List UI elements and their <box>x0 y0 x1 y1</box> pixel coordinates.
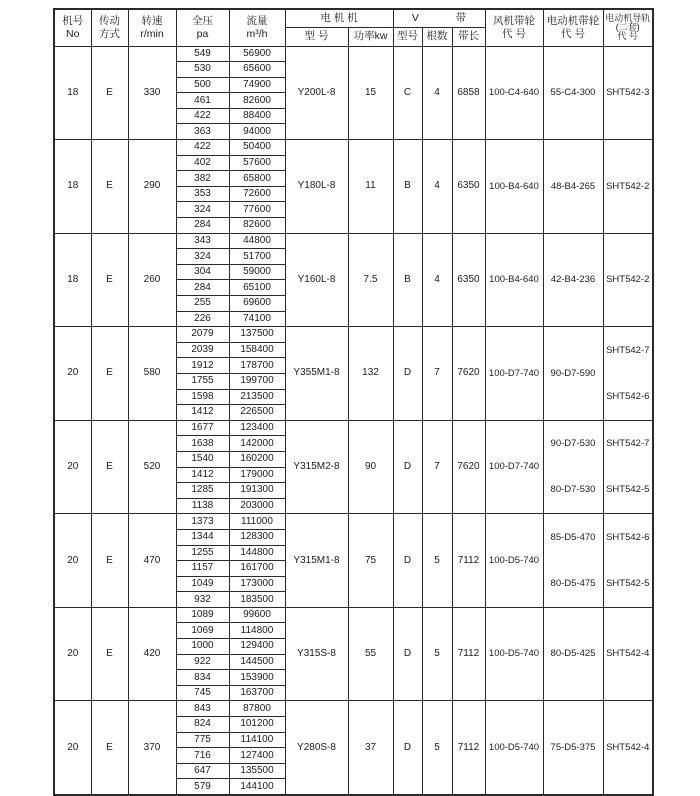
motor-rail-cell-value: SHT542-4 <box>606 648 650 660</box>
pressure-cell: 304 <box>176 264 229 280</box>
drive-cell: E <box>91 701 128 795</box>
flow-cell: 129400 <box>229 639 285 655</box>
flow-cell: 153900 <box>229 670 285 686</box>
header-vbelt-v: V <box>411 11 419 24</box>
table-row <box>54 46 653 62</box>
motor-rail-cell <box>603 140 653 234</box>
speed-cell: 370 <box>128 701 176 795</box>
motor-rail-cell-stack <box>604 421 653 514</box>
pressure-cell: 1638 <box>176 436 229 452</box>
vbelt-count-cell: 5 <box>422 514 452 608</box>
header-motor-rail <box>603 9 653 46</box>
flow-cell: 74900 <box>229 77 285 93</box>
flow-cell: 74100 <box>229 311 285 327</box>
pressure-cell: 402 <box>176 155 229 171</box>
flow-cell: 114800 <box>229 623 285 639</box>
header-fan-pulley-line2: 代 号 <box>502 27 526 40</box>
flow-cell: 82600 <box>229 93 285 109</box>
motor-rail-cell-stack <box>604 514 653 607</box>
vbelt-count-cell: 4 <box>422 233 452 327</box>
header-vbelt-dai: 带 <box>455 11 467 24</box>
machine-no-cell: 18 <box>54 233 91 327</box>
motor-model-cell: Y280S-8 <box>285 701 348 795</box>
vbelt-length-cell: 6350 <box>452 233 485 327</box>
flow-cell: 114100 <box>229 732 285 748</box>
motor-pulley-cell <box>543 701 603 795</box>
vbelt-model-cell: D <box>393 514 422 608</box>
pressure-cell: 1373 <box>176 514 229 530</box>
flow-cell: 56900 <box>229 46 285 62</box>
speed-cell: 580 <box>128 327 176 421</box>
flow-cell: 59000 <box>229 264 285 280</box>
header-machine-no-line1: 机号 <box>62 15 84 28</box>
header-flow-line2: m³/h <box>246 27 268 40</box>
speed-cell: 330 <box>128 46 176 140</box>
header-vbelt-length: 带长 <box>452 27 485 46</box>
motor-pulley-cell <box>543 140 603 234</box>
flow-cell: 51700 <box>229 249 285 265</box>
motor-rail-cell <box>603 420 653 514</box>
flow-cell: 65100 <box>229 280 285 296</box>
motor-pulley-cell-value: 90-D7-590 <box>550 367 596 379</box>
flow-cell: 87800 <box>229 701 285 717</box>
header-drive <box>91 9 128 46</box>
table-body <box>54 46 653 795</box>
motor-pulley-cell-value: 80-D5-425 <box>550 648 596 660</box>
pressure-cell: 324 <box>176 249 229 265</box>
speed-cell: 260 <box>128 233 176 327</box>
fan-pulley-cell: 100-D7-740 <box>485 420 543 514</box>
flow-cell: 213500 <box>229 389 285 405</box>
header-motor-power: 功率kw <box>348 27 393 46</box>
pressure-cell: 1755 <box>176 373 229 389</box>
header-motor-rail-line3: 代 号 <box>617 31 638 42</box>
pressure-cell: 1677 <box>176 420 229 436</box>
motor-pulley-cell-value: 90-D7-530 <box>550 438 596 450</box>
fan-pulley-cell: 100-D5-740 <box>485 701 543 795</box>
pressure-cell: 2079 <box>176 327 229 343</box>
motor-pulley-cell <box>543 420 603 514</box>
motor-pulley-cell-stack <box>544 421 603 514</box>
header-motor-pulley-line1: 电动机带轮 <box>546 15 600 28</box>
pressure-cell: 500 <box>176 77 229 93</box>
vbelt-model-cell: B <box>393 233 422 327</box>
pressure-cell: 1598 <box>176 389 229 405</box>
flow-cell: 111000 <box>229 514 285 530</box>
motor-pulley-cell <box>543 233 603 327</box>
motor-rail-cell-value: SHT542-2 <box>606 180 650 192</box>
flow-cell: 65600 <box>229 62 285 78</box>
flow-cell: 99600 <box>229 607 285 623</box>
pressure-cell: 932 <box>176 592 229 608</box>
motor-model-cell: Y200L-8 <box>285 46 348 140</box>
vbelt-count-cell: 7 <box>422 327 452 421</box>
header-pressure-line2: pa <box>196 27 209 40</box>
pressure-cell: 834 <box>176 670 229 686</box>
machine-no-cell: 20 <box>54 420 91 514</box>
motor-pulley-cell-stack <box>544 514 603 607</box>
drive-cell: E <box>91 140 128 234</box>
table-header <box>54 9 653 46</box>
motor-rail-cell <box>603 46 653 140</box>
flow-cell: 158400 <box>229 342 285 358</box>
pressure-cell: 1344 <box>176 529 229 545</box>
table-row <box>54 607 653 623</box>
vbelt-model-cell: D <box>393 701 422 795</box>
machine-no-cell: 20 <box>54 327 91 421</box>
pressure-cell: 461 <box>176 93 229 109</box>
vbelt-count-cell: 5 <box>422 701 452 795</box>
motor-power-cell: 90 <box>348 420 393 514</box>
vbelt-model-cell: D <box>393 420 422 514</box>
header-motor-pulley-line2: 代 号 <box>561 27 585 40</box>
fan-pulley-cell: 100-D5-740 <box>485 607 543 701</box>
pressure-cell: 1412 <box>176 405 229 421</box>
motor-rail-cell-value: SHT542-4 <box>606 741 650 753</box>
motor-rail-cell-value: SHT542-2 <box>606 274 650 286</box>
motor-pulley-cell <box>543 46 603 140</box>
motor-pulley-cell-stack <box>544 234 603 327</box>
pressure-cell: 2039 <box>176 342 229 358</box>
pressure-cell: 1138 <box>176 498 229 514</box>
header-motor-rail-line1: 电动机导轨 <box>605 12 651 23</box>
header-vbelt-group <box>393 9 485 27</box>
flow-cell: 65800 <box>229 171 285 187</box>
motor-power-cell: 55 <box>348 607 393 701</box>
header-drive-line1: 传动 <box>99 15 120 28</box>
vbelt-model-cell: D <box>393 327 422 421</box>
table-row <box>54 140 653 156</box>
pressure-cell: 922 <box>176 654 229 670</box>
flow-cell: 142000 <box>229 436 285 452</box>
machine-no-cell: 18 <box>54 46 91 140</box>
header-vbelt-model: 型号 <box>393 27 422 46</box>
motor-pulley-cell-stack <box>544 701 603 794</box>
drive-cell: E <box>91 46 128 140</box>
header-motor-model: 型 号 <box>285 27 348 46</box>
header-drive-line2: 方式 <box>99 27 120 40</box>
pressure-cell: 422 <box>176 108 229 124</box>
table-row <box>54 420 653 436</box>
speed-cell: 420 <box>128 607 176 701</box>
motor-rail-cell-stack <box>604 608 653 701</box>
pressure-cell: 824 <box>176 717 229 733</box>
flow-cell: 101200 <box>229 717 285 733</box>
pressure-cell: 422 <box>176 140 229 156</box>
fan-pulley-cell: 100-D5-740 <box>485 514 543 608</box>
fan-pulley-cell: 100-B4-640 <box>485 140 543 234</box>
vbelt-length-cell: 7620 <box>452 327 485 421</box>
motor-pulley-cell-value: 85-D5-470 <box>550 531 596 543</box>
motor-pulley-cell-value: 75-D5-375 <box>550 741 596 753</box>
motor-rail-cell-value: SHT542-6 <box>606 531 650 543</box>
flow-cell: 135500 <box>229 763 285 779</box>
motor-pulley-cell <box>543 514 603 608</box>
pressure-cell: 579 <box>176 779 229 795</box>
pressure-cell: 1540 <box>176 451 229 467</box>
header-motor-group: 电 机 机 <box>285 9 393 27</box>
pressure-cell: 530 <box>176 62 229 78</box>
flow-cell: 183500 <box>229 592 285 608</box>
table-row <box>54 233 653 249</box>
motor-rail-cell-stack <box>604 234 653 327</box>
motor-rail-cell <box>603 233 653 327</box>
motor-model-cell: Y180L-8 <box>285 140 348 234</box>
vbelt-length-cell: 7620 <box>452 420 485 514</box>
machine-no-cell: 18 <box>54 140 91 234</box>
vbelt-length-cell: 7112 <box>452 514 485 608</box>
vbelt-length-cell: 7112 <box>452 701 485 795</box>
drive-cell: E <box>91 607 128 701</box>
pressure-cell: 775 <box>176 732 229 748</box>
flow-cell: 144500 <box>229 654 285 670</box>
vbelt-length-cell: 6858 <box>452 46 485 140</box>
motor-rail-cell <box>603 607 653 701</box>
flow-cell: 179000 <box>229 467 285 483</box>
flow-cell: 50400 <box>229 140 285 156</box>
motor-rail-cell-value: SHT542-7 <box>606 438 650 450</box>
pressure-cell: 843 <box>176 701 229 717</box>
pressure-cell: 324 <box>176 202 229 218</box>
drive-cell: E <box>91 514 128 608</box>
header-machine-no <box>54 9 91 46</box>
flow-cell: 94000 <box>229 124 285 140</box>
motor-rail-cell-value: SHT542-3 <box>606 87 650 99</box>
pressure-cell: 1412 <box>176 467 229 483</box>
motor-power-cell: 132 <box>348 327 393 421</box>
header-fan-pulley <box>485 9 543 46</box>
flow-cell: 178700 <box>229 358 285 374</box>
pressure-cell: 549 <box>176 46 229 62</box>
flow-cell: 226500 <box>229 405 285 421</box>
header-flow <box>229 9 285 46</box>
machine-no-cell: 20 <box>54 607 91 701</box>
flow-cell: 173000 <box>229 576 285 592</box>
motor-model-cell: Y315S-8 <box>285 607 348 701</box>
motor-rail-cell-value: SHT542-6 <box>606 390 650 402</box>
motor-power-cell: 7.5 <box>348 233 393 327</box>
motor-rail-cell-stack <box>604 140 653 233</box>
motor-pulley-cell-stack <box>544 327 603 420</box>
header-vbelt-count: 根数 <box>422 27 452 46</box>
flow-cell: 199700 <box>229 373 285 389</box>
pressure-cell: 1255 <box>176 545 229 561</box>
flow-cell: 163700 <box>229 685 285 701</box>
flow-cell: 88400 <box>229 108 285 124</box>
speed-cell: 520 <box>128 420 176 514</box>
pressure-cell: 226 <box>176 311 229 327</box>
header-pressure <box>176 9 229 46</box>
motor-rail-cell-stack <box>604 327 653 420</box>
motor-power-cell: 15 <box>348 46 393 140</box>
motor-pulley-cell-value: 48-B4-265 <box>550 180 596 192</box>
motor-pulley-cell <box>543 327 603 421</box>
motor-pulley-cell-value: 80-D5-475 <box>550 577 596 589</box>
flow-cell: 144800 <box>229 545 285 561</box>
pressure-cell: 716 <box>176 748 229 764</box>
header-pressure-line1: 全压 <box>192 15 213 28</box>
header-speed-line2: r/min <box>140 27 164 40</box>
machine-no-cell: 20 <box>54 514 91 608</box>
fan-pulley-cell: 100-D7-740 <box>485 327 543 421</box>
header-speed <box>128 9 176 46</box>
pressure-cell: 1157 <box>176 561 229 577</box>
drive-cell: E <box>91 233 128 327</box>
flow-cell: 203000 <box>229 498 285 514</box>
flow-cell: 160200 <box>229 451 285 467</box>
vbelt-length-cell: 7112 <box>452 607 485 701</box>
header-machine-no-line2: No <box>66 27 80 40</box>
motor-pulley-cell-value: 55-C4-300 <box>550 87 596 99</box>
motor-pulley-cell-stack <box>544 608 603 701</box>
vbelt-model-cell: D <box>393 607 422 701</box>
motor-rail-cell-stack <box>604 701 653 794</box>
vbelt-count-cell: 4 <box>422 46 452 140</box>
fan-spec-table <box>53 8 654 796</box>
fan-pulley-cell: 100-B4-640 <box>485 233 543 327</box>
pressure-cell: 1049 <box>176 576 229 592</box>
header-motor-pulley <box>543 9 603 46</box>
pressure-cell: 745 <box>176 685 229 701</box>
fan-pulley-cell: 100-C4-640 <box>485 46 543 140</box>
motor-pulley-cell-stack <box>544 140 603 233</box>
pressure-cell: 353 <box>176 186 229 202</box>
flow-cell: 72600 <box>229 186 285 202</box>
flow-cell: 123400 <box>229 420 285 436</box>
motor-pulley-cell-value: 80-D7-530 <box>550 484 596 496</box>
motor-power-cell: 75 <box>348 514 393 608</box>
drive-cell: E <box>91 327 128 421</box>
flow-cell: 57600 <box>229 155 285 171</box>
vbelt-count-cell: 4 <box>422 140 452 234</box>
pressure-cell: 1089 <box>176 607 229 623</box>
drive-cell: E <box>91 420 128 514</box>
motor-rail-cell-value: SHT542-5 <box>606 577 650 589</box>
motor-pulley-cell-stack <box>544 47 603 140</box>
motor-pulley-cell <box>543 607 603 701</box>
motor-power-cell: 37 <box>348 701 393 795</box>
flow-cell: 144100 <box>229 779 285 795</box>
speed-cell: 470 <box>128 514 176 608</box>
flow-cell: 137500 <box>229 327 285 343</box>
motor-rail-cell-stack <box>604 47 653 140</box>
header-fan-pulley-line1: 风机带轮 <box>493 15 535 28</box>
motor-model-cell: Y160L-8 <box>285 233 348 327</box>
flow-cell: 161700 <box>229 561 285 577</box>
flow-cell: 44800 <box>229 233 285 249</box>
flow-cell: 128300 <box>229 529 285 545</box>
pressure-cell: 1912 <box>176 358 229 374</box>
pressure-cell: 1069 <box>176 623 229 639</box>
pressure-cell: 647 <box>176 763 229 779</box>
flow-cell: 69600 <box>229 296 285 312</box>
pressure-cell: 363 <box>176 124 229 140</box>
pressure-cell: 1285 <box>176 483 229 499</box>
table-row <box>54 327 653 343</box>
vbelt-count-cell: 5 <box>422 607 452 701</box>
flow-cell: 191300 <box>229 483 285 499</box>
motor-rail-cell-value: SHT542-7 <box>606 344 650 356</box>
pressure-cell: 284 <box>176 218 229 234</box>
flow-cell: 77600 <box>229 202 285 218</box>
vbelt-count-cell: 7 <box>422 420 452 514</box>
header-speed-line1: 转速 <box>141 15 163 28</box>
table-row <box>54 701 653 717</box>
table-row <box>54 514 653 530</box>
pressure-cell: 255 <box>176 296 229 312</box>
flow-cell: 82600 <box>229 218 285 234</box>
motor-rail-cell <box>603 514 653 608</box>
motor-rail-cell-value: SHT542-5 <box>606 484 650 496</box>
vbelt-model-cell: C <box>393 46 422 140</box>
pressure-cell: 343 <box>176 233 229 249</box>
motor-model-cell: Y355M1-8 <box>285 327 348 421</box>
motor-power-cell: 11 <box>348 140 393 234</box>
motor-model-cell: Y315M1-8 <box>285 514 348 608</box>
motor-pulley-cell-value: 42-B4-236 <box>550 274 596 286</box>
header-flow-line1: 流量 <box>246 15 268 28</box>
motor-model-cell: Y315M2-8 <box>285 420 348 514</box>
speed-cell: 290 <box>128 140 176 234</box>
vbelt-length-cell: 6350 <box>452 140 485 234</box>
motor-rail-cell <box>603 701 653 795</box>
motor-rail-cell <box>603 327 653 421</box>
pressure-cell: 1000 <box>176 639 229 655</box>
header-motor-rail-line2: (二套) <box>615 22 640 33</box>
fan-spec-table-container <box>53 8 654 796</box>
flow-cell: 127400 <box>229 748 285 764</box>
pressure-cell: 284 <box>176 280 229 296</box>
machine-no-cell: 20 <box>54 701 91 795</box>
vbelt-model-cell: B <box>393 140 422 234</box>
pressure-cell: 382 <box>176 171 229 187</box>
